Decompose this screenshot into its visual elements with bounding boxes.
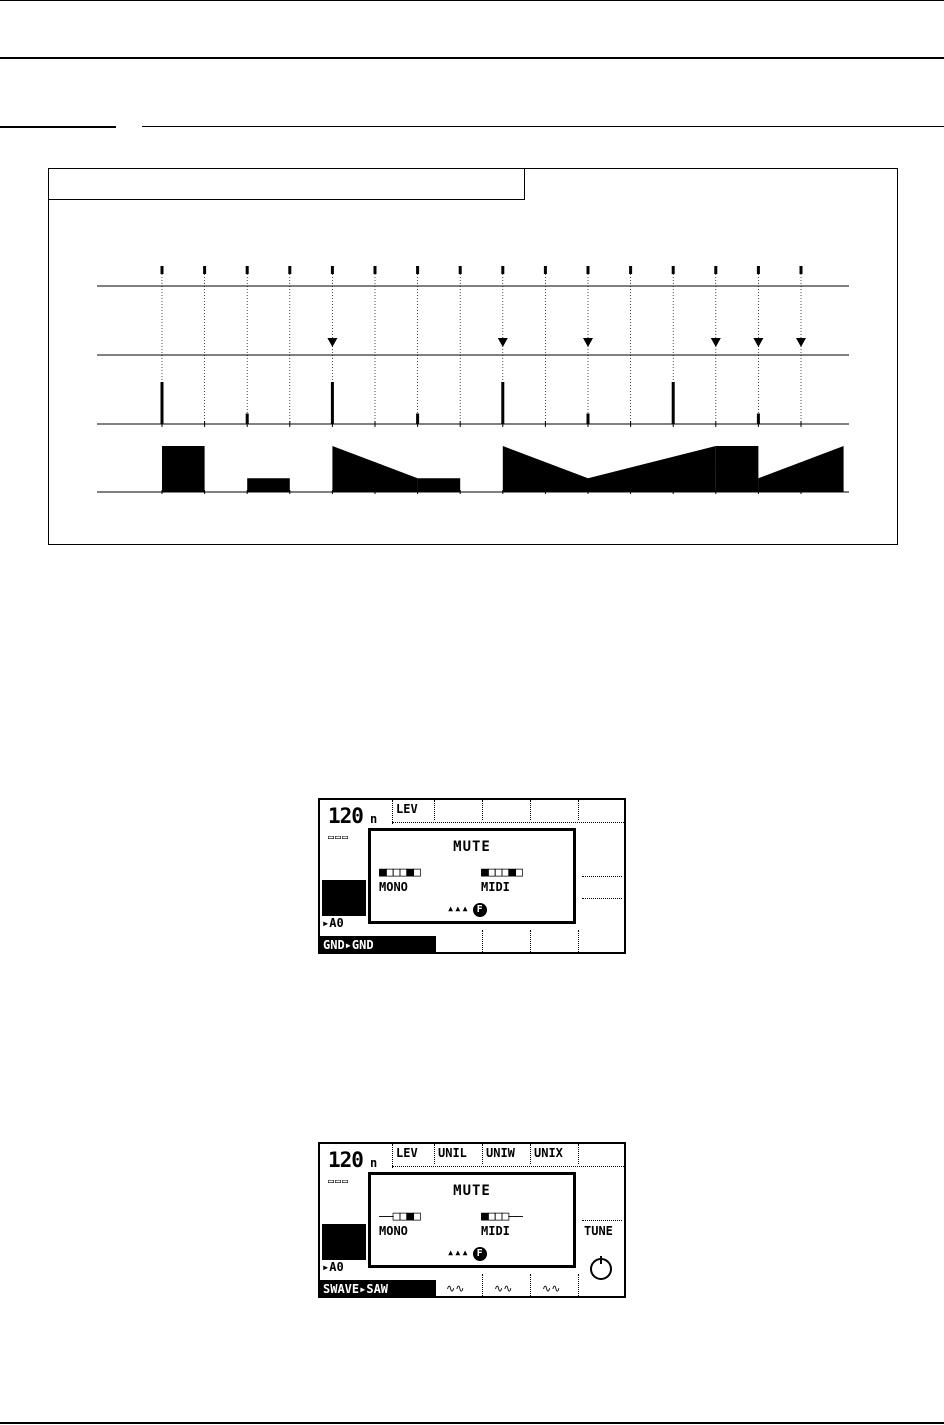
- param-label-uniw: UNIW: [486, 1146, 515, 1160]
- track-name: ▸A0: [322, 916, 344, 930]
- section-rule-left: [0, 126, 116, 128]
- mute-popup: [368, 828, 576, 924]
- step-marker: [459, 266, 462, 274]
- trigger-marker: [583, 338, 593, 347]
- timing-diagram-figure: [48, 168, 898, 545]
- param-row: [392, 1144, 624, 1167]
- tempo-unit: n: [370, 1156, 378, 1170]
- step-marker: [288, 266, 291, 274]
- accent-bar: [331, 382, 334, 424]
- tempo-value: 120: [328, 804, 363, 828]
- envelope-segment: [503, 446, 588, 492]
- envelope-segment: [716, 446, 759, 492]
- popup-icons: [447, 901, 487, 917]
- track-highlight: [322, 880, 366, 916]
- timing-diagram: [49, 169, 897, 544]
- section-rule-right: [142, 126, 944, 127]
- midi-label: MIDI: [481, 1224, 510, 1238]
- param-label-lev: LEV: [396, 1146, 418, 1160]
- mute-pattern-right[interactable]: ■□□□■□: [481, 865, 522, 880]
- accent-bar: [161, 382, 164, 424]
- lcd-screen-mute-2: [318, 1142, 626, 1298]
- popup-title: MUTE: [453, 839, 491, 855]
- bottom-status: GND▸GND: [320, 936, 436, 954]
- step-marker: [629, 266, 632, 274]
- mute-pattern-left[interactable]: ■□□□■□: [379, 865, 420, 880]
- step-marker: [161, 266, 164, 274]
- param-row: [392, 800, 624, 823]
- param-label-unil: UNIL: [438, 1146, 467, 1160]
- midi-label: MIDI: [481, 880, 510, 894]
- step-marker: [331, 266, 334, 274]
- step-marker: [587, 266, 590, 274]
- wave-icon: ∿∿: [494, 1282, 513, 1295]
- param-label-unix: UNIX: [534, 1146, 563, 1160]
- envelope-segment: [162, 446, 205, 492]
- trigger-marker: [753, 338, 763, 347]
- step-marker: [246, 266, 249, 274]
- popup-icons: [447, 1245, 487, 1261]
- wave-icon: ∿∿: [542, 1282, 561, 1295]
- trigger-marker: [498, 338, 508, 347]
- tune-knob-icon[interactable]: [590, 1258, 612, 1280]
- bottom-status: SWAVE▸SAW: [320, 1280, 436, 1298]
- status-dots: ▭▭▭: [328, 832, 350, 843]
- top-rule: [0, 0, 944, 1]
- param-label: LEV: [396, 802, 418, 816]
- tune-label: TUNE: [584, 1224, 613, 1238]
- step-marker: [714, 266, 717, 274]
- triangles-icon: ▴▴▴: [447, 901, 469, 915]
- status-dots: ▭▭▭: [328, 1176, 350, 1187]
- trigger-marker: [327, 338, 337, 347]
- footer-rule: [0, 1422, 944, 1424]
- accent-bar: [416, 414, 419, 425]
- header-rule: [0, 57, 944, 59]
- step-marker: [544, 266, 547, 274]
- lcd-screen-mute-1: [318, 798, 626, 954]
- tempo-value: 120: [328, 1148, 363, 1172]
- accent-bar: [501, 382, 504, 424]
- accent-bar: [246, 414, 249, 425]
- envelope-segment: [332, 446, 417, 492]
- trigger-marker: [796, 338, 806, 347]
- f-button-icon[interactable]: F: [473, 1247, 487, 1261]
- envelope-segment: [247, 478, 290, 492]
- mute-pattern-right[interactable]: ■□□□––: [481, 1209, 522, 1224]
- tempo-unit: n: [370, 812, 378, 826]
- step-marker: [501, 266, 504, 274]
- popup-title: MUTE: [453, 1183, 491, 1199]
- f-button-icon[interactable]: F: [473, 903, 487, 917]
- mono-label: MONO: [379, 1224, 408, 1238]
- step-marker: [374, 266, 377, 274]
- envelope-segment: [418, 478, 461, 492]
- wave-icon: ∿∿: [446, 1282, 465, 1295]
- trigger-marker: [711, 338, 721, 347]
- step-marker: [800, 266, 803, 274]
- mute-pattern-left[interactable]: ––□□■□: [379, 1209, 420, 1224]
- step-marker: [203, 266, 206, 274]
- track-name: ▸A0: [322, 1260, 344, 1274]
- envelope-segment: [758, 446, 843, 492]
- accent-bar: [587, 414, 590, 425]
- mono-label: MONO: [379, 880, 408, 894]
- track-highlight: [322, 1224, 366, 1260]
- envelope-segment: [588, 446, 716, 492]
- accent-bar: [672, 382, 675, 424]
- step-marker: [757, 266, 760, 274]
- mute-popup: [368, 1172, 576, 1268]
- accent-bar: [757, 414, 760, 425]
- step-marker: [416, 266, 419, 274]
- step-marker: [672, 266, 675, 274]
- triangles-icon: ▴▴▴: [447, 1245, 469, 1259]
